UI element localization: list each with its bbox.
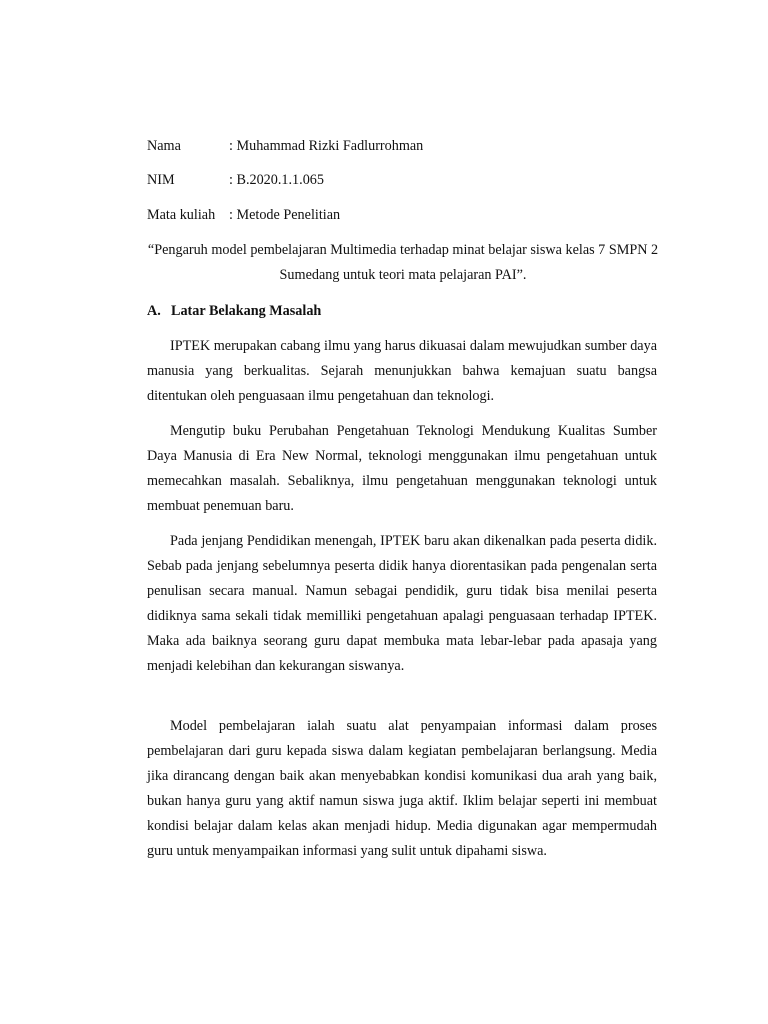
nim-label: NIM [147,172,175,188]
nim-value: : B.2020.1.1.065 [229,172,324,188]
nama-row [147,138,423,155]
nama-label: Nama [147,138,181,154]
research-title: “Pengaruh model pembelajaran Multimedia terhadap minat belajar siswa kelas 7 SMPN 2 Sumedang untuk teori mata pelajaran PAI”. [147,242,659,283]
section-letter: A. [147,303,161,319]
nim-row [147,172,324,189]
mata-kuliah-label: Mata kuliah [147,207,216,223]
paragraph-4: Model pembelajaran ialah suatu alat penyampaian informasi dalam proses pembelajaran dari guru kepada siswa dalam kegiatan pembelajaran berlangsung. Media jika dirancang dengan baik akan menyebabkan kondisi komunikasi dua arah yang baik, bukan hanya guru yang aktif namun siswa juga aktif. Iklim belajar seperti ini membuat kondisi belajar dalam kelas akan menjadi hidup. Media digunakan agar mempermudah guru untuk menyampaikan informasi yang sulit untuk dipahami siswa. [147,718,657,859]
nama-value: : Muhammad Rizki Fadlurrohman [229,138,424,154]
paragraph-1: IPTEK merupakan cabang ilmu yang harus dikuasai dalam mewujudkan sumber daya manusia yang berkualitas. Sejarah menunjukkan bahwa kemajuan suatu bangsa ditentukan oleh penguasaan ilmu pengetahuan dan teknologi. [147,338,657,404]
mata-kuliah-row [147,207,340,224]
paragraph-3: Pada jenjang Pendidikan menengah, IPTEK baru akan dikenalkan pada peserta didik. Sebab pada jenjang sebelumnya peserta didik hanya diorentasikan pada pengenalan serta penulisan secara manual. Namun sebagai pendidik, guru tidak bisa menilai peserta didiknya sama sekali tidak memilliki pengetahuan apalagi penguasaan terhadap IPTEK. Maka ada baiknya seorang guru dapat membuka mata lebar-lebar pada apasaja yang menjadi kelebihan dan kekurangan siswanya. [147,533,657,674]
mata-kuliah-value: : Metode Penelitian [229,207,341,223]
section-heading [147,303,321,320]
paragraph-2: Mengutip buku Perubahan Pengetahuan Teknologi Mendukung Kualitas Sumber Daya Manusia di Era New Normal, teknologi menggunakan ilmu pengetahuan untuk memecahkan masalah. Sebaliknya, ilmu pengetahuan menggunakan teknologi untuk membuat penemuan baru. [147,423,657,514]
section-title: Latar Belakang Masalah [171,303,322,319]
